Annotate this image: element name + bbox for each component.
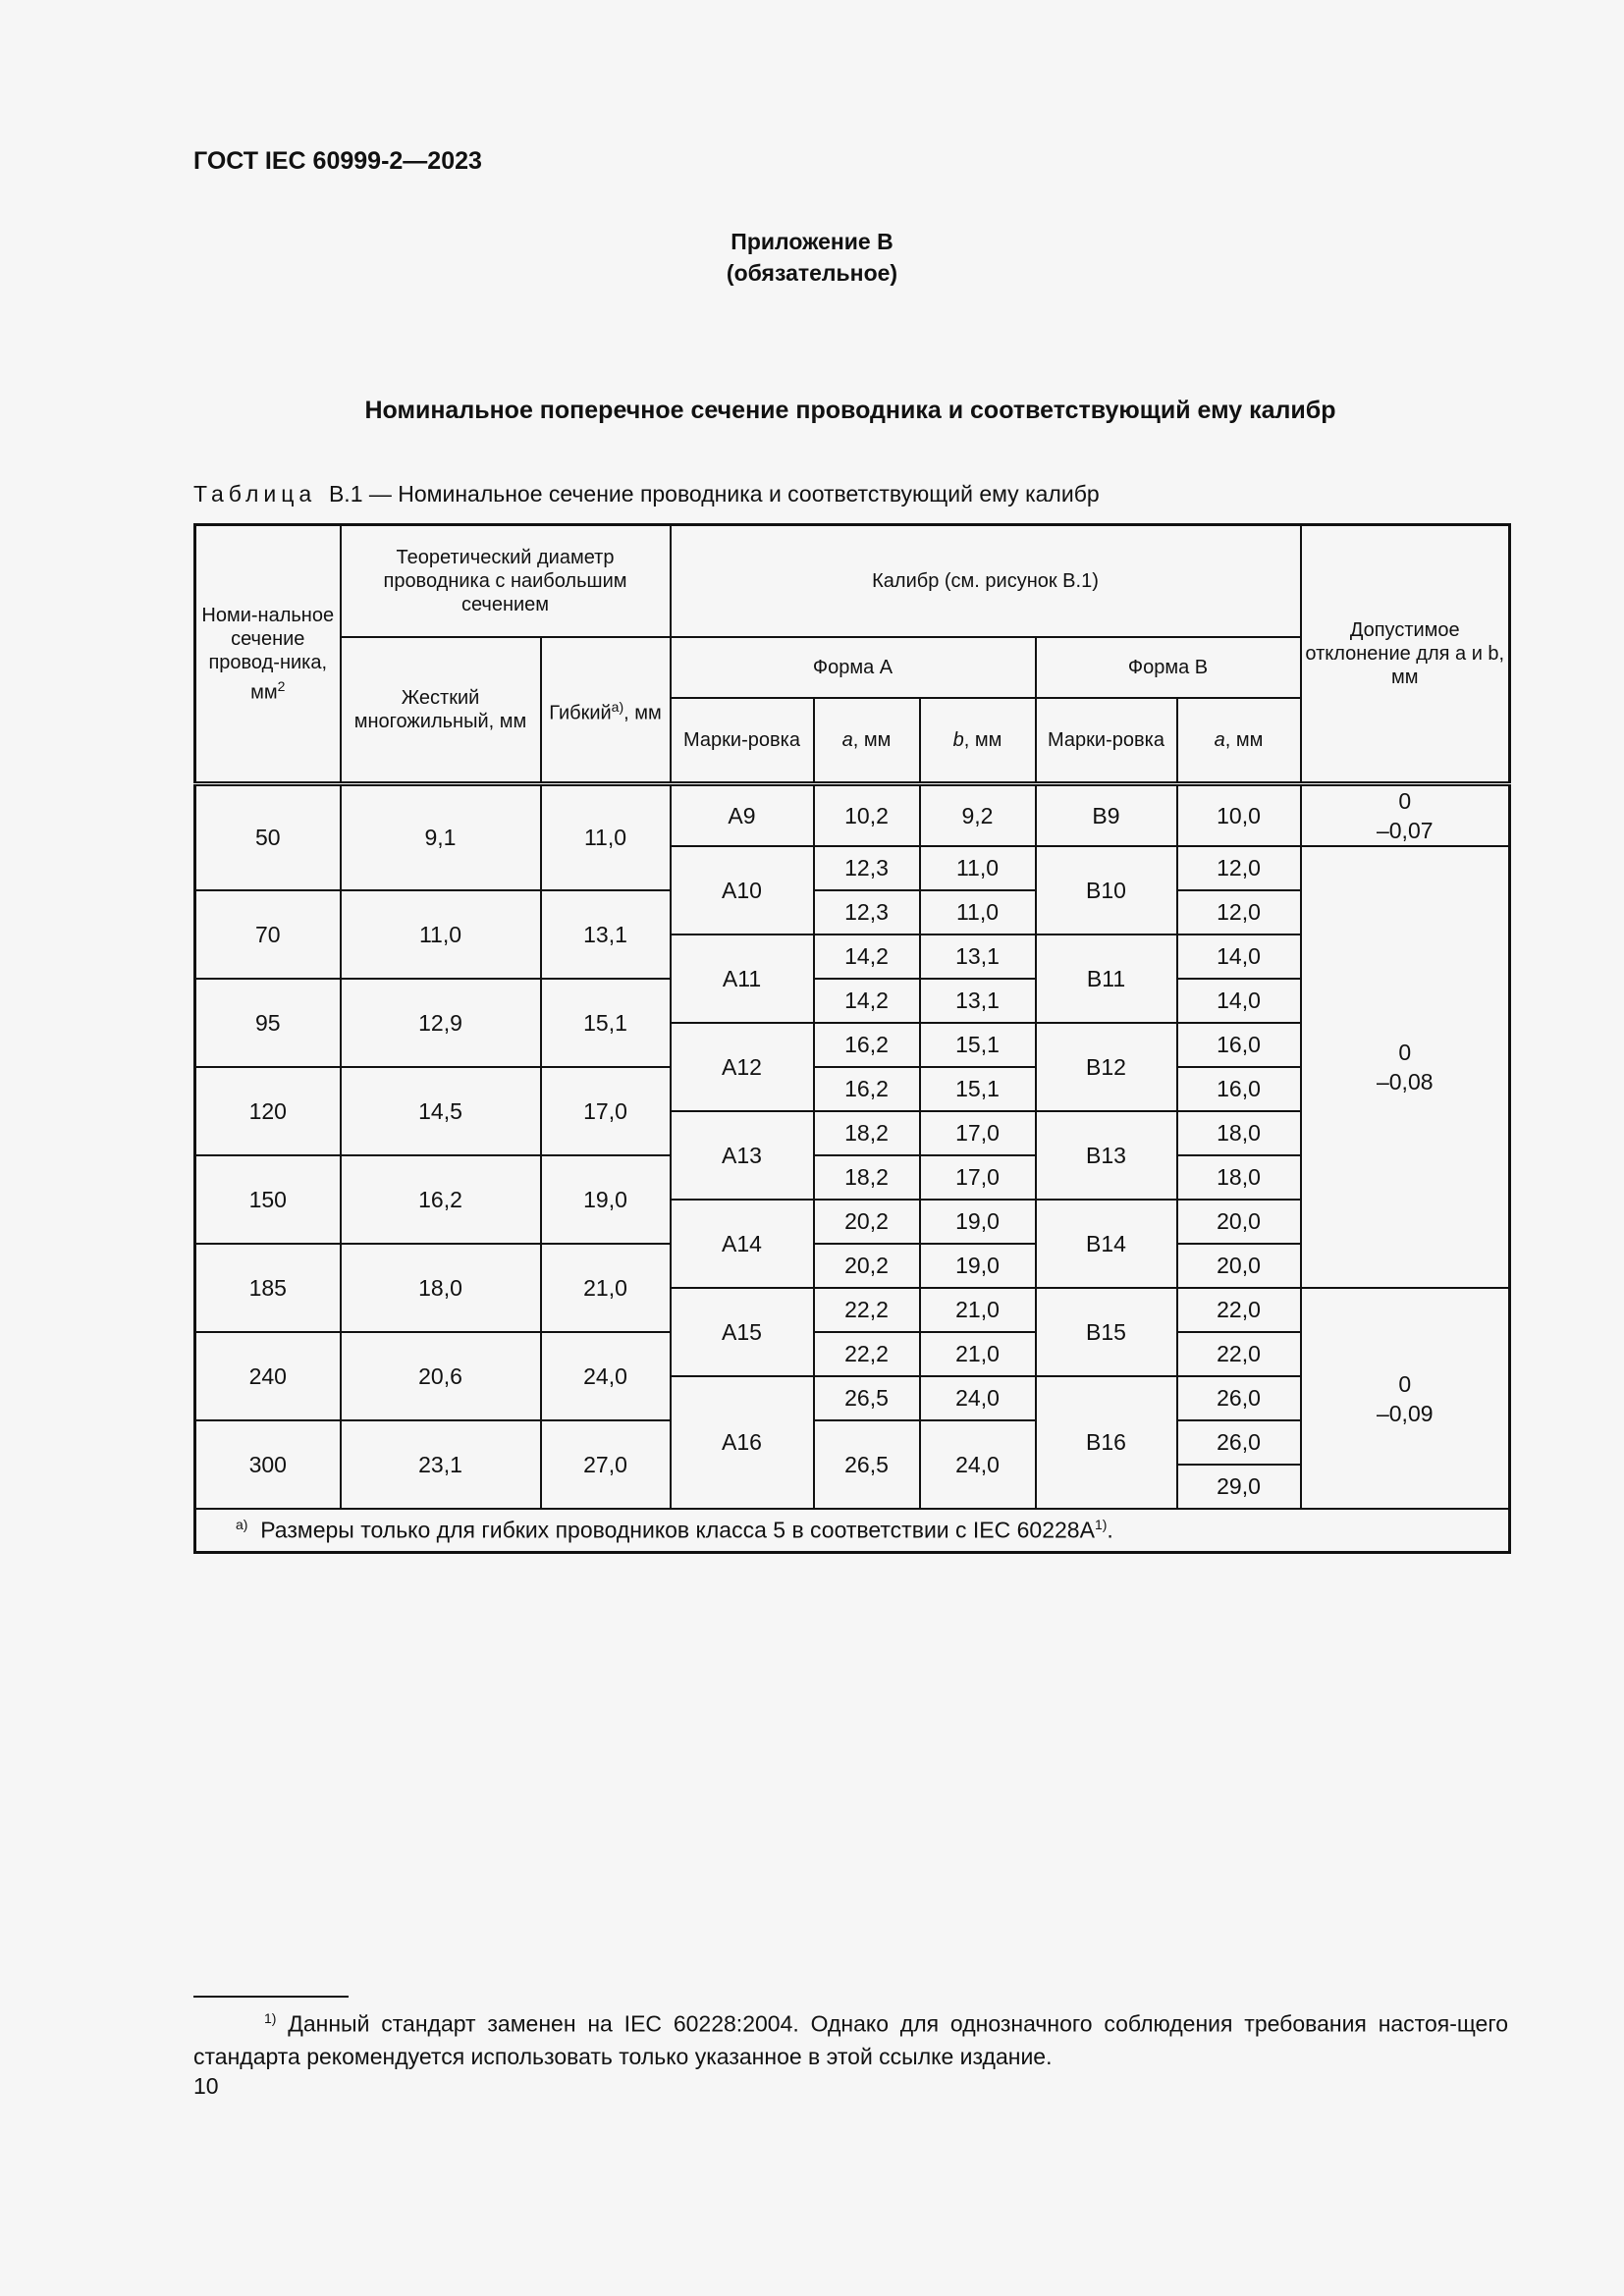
a-cell: 10,2 [814, 784, 920, 847]
b-cell: 15,1 [920, 1067, 1036, 1111]
header-rigid: Жесткий многожильный, мм [341, 637, 541, 784]
a-form-b-cell: 18,0 [1177, 1111, 1301, 1155]
table-caption-label: Таблица [193, 481, 317, 507]
tolerance-cell: 0 –0,08 [1301, 846, 1510, 1288]
a-form-b-cell: 16,0 [1177, 1067, 1301, 1111]
b-cell: 21,0 [920, 1332, 1036, 1376]
annex-status: (обязательное) [726, 260, 898, 286]
a-cell: 20,2 [814, 1200, 920, 1244]
annex-heading [0, 226, 1624, 289]
rigid-cell: 20,6 [341, 1332, 541, 1420]
header-marking-a: Марки-ровка [671, 698, 814, 784]
section-cell: 70 [195, 890, 341, 979]
a-form-b-cell: 14,0 [1177, 934, 1301, 979]
section-cell: 300 [195, 1420, 341, 1509]
marking-a-cell: А13 [671, 1111, 814, 1200]
rigid-cell: 18,0 [341, 1244, 541, 1332]
marking-a-cell: А10 [671, 846, 814, 934]
b-cell: 17,0 [920, 1155, 1036, 1200]
page-number: 10 [193, 2073, 219, 2099]
a-form-b-cell: 16,0 [1177, 1023, 1301, 1067]
table-footnote-row [195, 1509, 1510, 1553]
a-form-b-cell: 12,0 [1177, 846, 1301, 890]
a-cell: 26,5 [814, 1420, 920, 1509]
marking-b-cell: В9 [1036, 784, 1177, 847]
header-a-mm-form-b: a, мм [1177, 698, 1301, 784]
header-tolerance: Допустимое отклонение для a и b, мм [1301, 525, 1510, 784]
a-cell: 16,2 [814, 1067, 920, 1111]
tolerance-cell: 0 –0,09 [1301, 1288, 1510, 1509]
footnote-text: Данный стандарт заменен на IEC 60228:2004. Однако для однозначного соблюдения требования настоя-щего стандарта рекомендуется использовать только указанное в этой ссылке издание. [193, 2010, 1508, 2069]
marking-a-cell: А16 [671, 1376, 814, 1509]
a-form-b-cell: 22,0 [1177, 1332, 1301, 1376]
a-form-b-cell: 26,0 [1177, 1376, 1301, 1420]
marking-b-cell: В11 [1036, 934, 1177, 1023]
flexible-cell: 21,0 [541, 1244, 671, 1332]
marking-a-cell: А14 [671, 1200, 814, 1288]
header-theoretical-diameter: Теоретический диаметр проводника с наибольшим сечением [341, 525, 671, 638]
a-cell: 14,2 [814, 934, 920, 979]
section-cell: 240 [195, 1332, 341, 1420]
a-form-b-cell: 26,0 [1177, 1420, 1301, 1465]
a-form-b-cell: 20,0 [1177, 1244, 1301, 1288]
a-form-b-cell: 20,0 [1177, 1200, 1301, 1244]
a-cell: 12,3 [814, 890, 920, 934]
a-cell: 12,3 [814, 846, 920, 890]
header-flexible: Гибкий$^{а)}$, мм [541, 637, 671, 784]
marking-a-cell: А12 [671, 1023, 814, 1111]
b-cell: 19,0 [920, 1244, 1036, 1288]
flexible-cell: 13,1 [541, 890, 671, 979]
b-cell: 11,0 [920, 890, 1036, 934]
header-form-a: Форма А [671, 637, 1036, 698]
table-row [195, 784, 1510, 847]
a-cell: 18,2 [814, 1155, 920, 1200]
footnote-rule [193, 1996, 349, 1998]
marking-b-cell: В16 [1036, 1376, 1177, 1509]
a-cell: 20,2 [814, 1244, 920, 1288]
flexible-cell: 19,0 [541, 1155, 671, 1244]
header-gauge: Калибр (см. рисунок В.1) [671, 525, 1301, 638]
marking-b-cell: В10 [1036, 846, 1177, 934]
b-cell: 9,2 [920, 784, 1036, 847]
marking-a-cell: А9 [671, 784, 814, 847]
marking-b-cell: В13 [1036, 1111, 1177, 1200]
a-form-b-cell: 14,0 [1177, 979, 1301, 1023]
table-footnote: $^{а)}$ Размеры только для гибких проводников класса 5 в соответствии с IEC $60228А^{1)}$. [195, 1509, 1510, 1553]
a-cell: 22,2 [814, 1332, 920, 1376]
table-caption-text: В.1 — Номинальное сечение проводника и соответствующий ему калибр [328, 481, 1100, 507]
flexible-cell: 17,0 [541, 1067, 671, 1155]
b-cell: 13,1 [920, 934, 1036, 979]
section-cell: 120 [195, 1067, 341, 1155]
table-caption [193, 481, 1100, 507]
section-cell: 50 [195, 784, 341, 891]
b-cell: 24,0 [920, 1376, 1036, 1420]
b-cell: 24,0 [920, 1420, 1036, 1509]
flexible-cell: 15,1 [541, 979, 671, 1067]
marking-b-cell: В15 [1036, 1288, 1177, 1376]
marking-b-cell: В14 [1036, 1200, 1177, 1288]
header-a-mm: a, мм [814, 698, 920, 784]
page-footnote [193, 2002, 1508, 2073]
a-form-b-cell: 29,0 [1177, 1465, 1301, 1509]
header-marking-b: Марки-ровка [1036, 698, 1177, 784]
flexible-cell: 27,0 [541, 1420, 671, 1509]
b-cell: 21,0 [920, 1288, 1036, 1332]
gauge-table [193, 523, 1511, 1554]
marking-a-cell: А15 [671, 1288, 814, 1376]
marking-a-cell: А11 [671, 934, 814, 1023]
section-cell: 185 [195, 1244, 341, 1332]
a-cell: 22,2 [814, 1288, 920, 1332]
a-form-b-cell: 18,0 [1177, 1155, 1301, 1200]
marking-b-cell: В12 [1036, 1023, 1177, 1111]
flexible-cell: 11,0 [541, 784, 671, 891]
section-cell: 150 [195, 1155, 341, 1244]
flexible-cell: 24,0 [541, 1332, 671, 1420]
rigid-cell: 12,9 [341, 979, 541, 1067]
a-cell: 14,2 [814, 979, 920, 1023]
annex-title: Приложение В [731, 229, 893, 254]
a-cell: 18,2 [814, 1111, 920, 1155]
a-form-b-cell: 22,0 [1177, 1288, 1301, 1332]
annex-subject-title: Номинальное поперечное сечение проводника и соответствующий ему калибр [364, 397, 1336, 424]
header-b-mm: b, мм [920, 698, 1036, 784]
a-form-b-cell: 10,0 [1177, 784, 1301, 847]
rigid-cell: 16,2 [341, 1155, 541, 1244]
header-form-b: Форма В [1036, 637, 1301, 698]
a-cell: 16,2 [814, 1023, 920, 1067]
b-cell: 15,1 [920, 1023, 1036, 1067]
footnote-mark: 1) [264, 2010, 277, 2026]
b-cell: 11,0 [920, 846, 1036, 890]
rigid-cell: 14,5 [341, 1067, 541, 1155]
b-cell: 17,0 [920, 1111, 1036, 1155]
rigid-cell: 9,1 [341, 784, 541, 891]
rigid-cell: 23,1 [341, 1420, 541, 1509]
a-form-b-cell: 12,0 [1177, 890, 1301, 934]
document-code: ГОСТ IEC 60999-2—2023 [193, 147, 482, 175]
b-cell: 19,0 [920, 1200, 1036, 1244]
section-cell: 95 [195, 979, 341, 1067]
tolerance-cell: 0 –0,07 [1301, 784, 1510, 847]
a-cell: 26,5 [814, 1376, 920, 1420]
rigid-cell: 11,0 [341, 890, 541, 979]
b-cell: 13,1 [920, 979, 1036, 1023]
header-section: Номи-нальное сечение провод-ника, $мм^2$ [195, 525, 341, 784]
